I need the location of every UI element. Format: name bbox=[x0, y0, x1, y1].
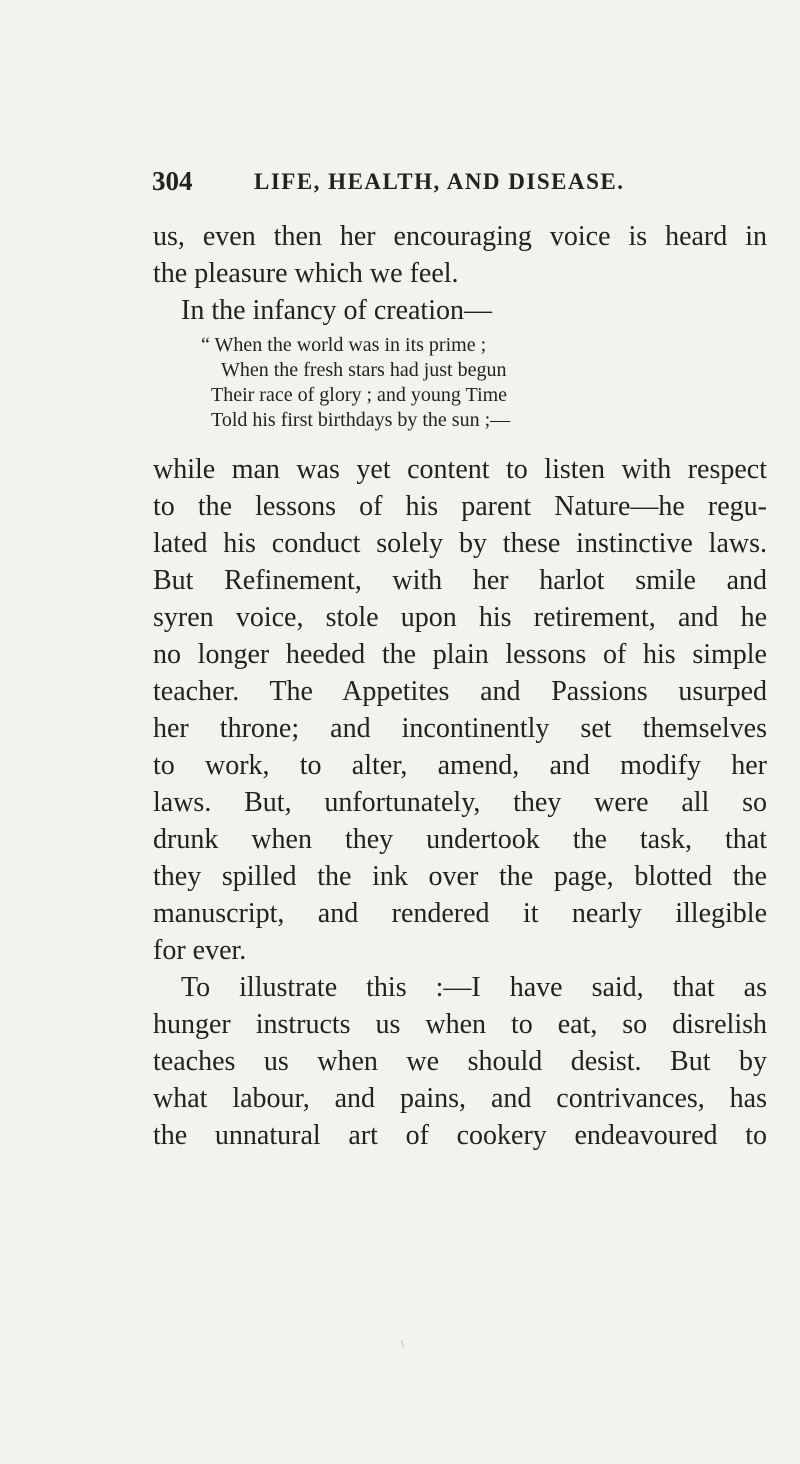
text-line: her throne; and incontinently set themselves bbox=[153, 713, 767, 744]
text-line: manuscript, and rendered it nearly illegible bbox=[153, 898, 767, 929]
text-line: teaches us when we should desist. But by bbox=[153, 1046, 767, 1077]
text-line: while man was yet content to listen with respect bbox=[153, 454, 767, 485]
text-line: lated his conduct solely by these instinctive laws. bbox=[153, 528, 767, 559]
text-line: the unnatural art of cookery endeavoured to bbox=[153, 1120, 767, 1151]
body-text bbox=[153, 218, 767, 1154]
text-line: to the lessons of his parent Nature—he regu- bbox=[153, 491, 767, 522]
text-line: no longer heeded the plain lessons of his simple bbox=[153, 639, 767, 670]
text-line: syren voice, stole upon his retirement, and he bbox=[153, 602, 767, 633]
verse-line: “ When the world was in its prime ; bbox=[201, 334, 487, 356]
text-line: hunger instructs us when to eat, so disrelish bbox=[153, 1009, 767, 1040]
verse-quotation bbox=[153, 333, 767, 433]
verse-line: Their race of glory ; and young Time bbox=[211, 384, 508, 406]
text-line: us, even then her encouraging voice is heard in bbox=[153, 221, 767, 252]
text-line: drunk when they undertook the task, that bbox=[153, 824, 767, 855]
running-head: LIFE, HEALTH, AND DISEASE. bbox=[254, 169, 625, 194]
verse-line: Told his first birthdays by the sun ;— bbox=[211, 409, 511, 431]
text-line: laws. But, unfortunately, they were all so bbox=[153, 787, 767, 818]
text-line: for ever. bbox=[153, 935, 247, 966]
text-line: the pleasure which we feel. bbox=[153, 258, 459, 289]
text-line: to work, to alter, amend, and modify her bbox=[153, 750, 767, 781]
text-line: teacher. The Appetites and Passions usurped bbox=[153, 676, 767, 707]
page-number: 304 bbox=[152, 166, 193, 196]
text-line: In the infancy of creation— bbox=[181, 295, 492, 326]
page-header bbox=[152, 166, 764, 206]
print-speck bbox=[401, 1340, 405, 1348]
verse-line: When the fresh stars had just begun bbox=[221, 359, 507, 381]
text-line: But Refinement, with her harlot smile and bbox=[153, 565, 767, 596]
text-line: To illustrate this :—I have said, that as bbox=[181, 972, 767, 1003]
text-line: they spilled the ink over the page, blotted the bbox=[153, 861, 767, 892]
text-line: what labour, and pains, and contrivances, has bbox=[153, 1083, 767, 1114]
